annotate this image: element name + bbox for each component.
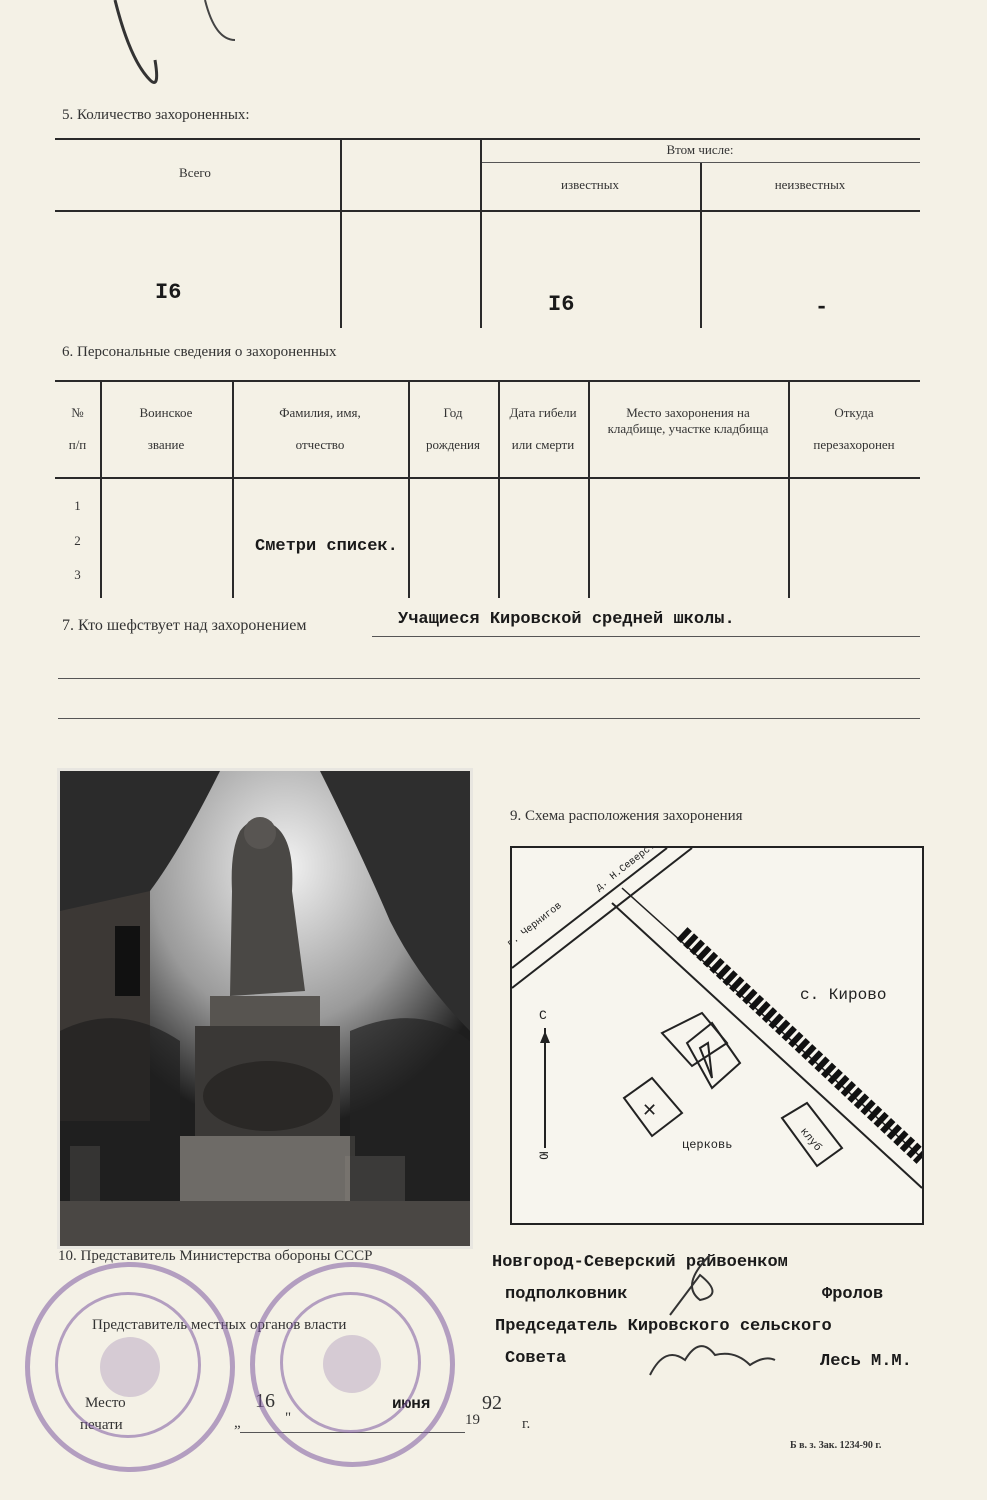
ministry-value-rank: подполковник [505, 1285, 628, 1304]
quote-open: „ [234, 1415, 241, 1431]
monument-photo [57, 768, 473, 1249]
emblem-icon [323, 1335, 381, 1393]
village-council-stamp [25, 1262, 235, 1472]
hdr-death-top: Дата гибели [509, 405, 577, 420]
year-label: г. [522, 1416, 531, 1432]
row-2-num: 2 [74, 533, 81, 548]
hdr-name-top: Фамилия, имя, [279, 405, 361, 420]
hdr-rank-top: Воинское [139, 405, 193, 420]
south-label: Ю [535, 1151, 551, 1160]
ministry-value-line1: Новгород-Северский райвоенком [492, 1253, 788, 1272]
section10-ministry-label: 10. Представитель Министерства обороны СССР [58, 1248, 373, 1264]
see-list-note: Сметри списек. [255, 537, 398, 556]
section7-label: 7. Кто шефствует над захоронением [62, 617, 307, 634]
col-including-label: Втом числе: [666, 142, 734, 157]
military-stamp [250, 1262, 455, 1467]
hdr-from-bottom: перезахоронен [813, 437, 895, 452]
hdr-rank-bottom: звание [147, 437, 185, 452]
print-info: Б в. з. Зак. 1234-90 г. [790, 1440, 882, 1451]
hdr-name-bottom: отчество [295, 437, 345, 452]
hdr-year-bottom: рождения [426, 437, 480, 452]
hdr-num-top: № [71, 405, 84, 420]
north-label: С [539, 1008, 547, 1023]
hdr-year-top: Год [443, 405, 463, 420]
stamp-label: печати [80, 1417, 123, 1433]
hdr-from-top: Откуда [834, 405, 874, 420]
ministry-value-name: Фролов [822, 1285, 884, 1304]
col-total-label: Всего [179, 165, 211, 180]
local-value-line1: Председатель Кировского сельского [495, 1317, 832, 1336]
coat-of-arms-icon [100, 1337, 160, 1397]
svg-text:✕: ✕ [642, 1100, 658, 1121]
village-label: с. Кирово [800, 986, 887, 1004]
month-value: июня [392, 1395, 431, 1413]
hdr-place: Место захоронения на кладбище, участке кладбища [607, 405, 769, 436]
quote-close: " [285, 1410, 292, 1426]
day-value: 16 [255, 1390, 275, 1412]
section5-title: 5. Количество захороненных: [62, 107, 250, 123]
unknown-value: - [815, 295, 829, 320]
church-label: церковь [682, 1138, 733, 1152]
place-label: Место [85, 1395, 126, 1411]
location-scheme [505, 840, 924, 1225]
col-unknown-label: неизвестных [774, 177, 846, 192]
local-value-name: Лесь М.М. [820, 1352, 912, 1371]
road-nseversk-label: д. Н.Северс. [594, 840, 658, 895]
section10-local-label: Представитель местных органов власти [92, 1317, 347, 1333]
section6-title: 6. Персональные сведения о захороненных [62, 344, 337, 360]
year-prefix: 19 [465, 1412, 480, 1428]
road-chernigov-label: г. Чернигов [505, 900, 565, 951]
year-value: 92 [482, 1392, 502, 1414]
hdr-num-bottom: п/п [68, 437, 87, 452]
patron-value: Учащиеся Кировской средней школы. [398, 610, 735, 629]
signatures [640, 1255, 780, 1390]
paper-clip-marks [95, 0, 275, 100]
col-known-label: известных [561, 177, 619, 192]
section9-title: 9. Схема расположения захоронения [510, 808, 743, 824]
row-1-num: 1 [74, 498, 81, 513]
local-value-council: Совета [505, 1349, 567, 1368]
club-label: клуб [797, 1126, 824, 1154]
row-3-num: 3 [74, 567, 81, 582]
total-value: I6 [155, 280, 182, 305]
known-value: I6 [548, 292, 575, 317]
hdr-death-bottom: или смерти [511, 437, 575, 452]
